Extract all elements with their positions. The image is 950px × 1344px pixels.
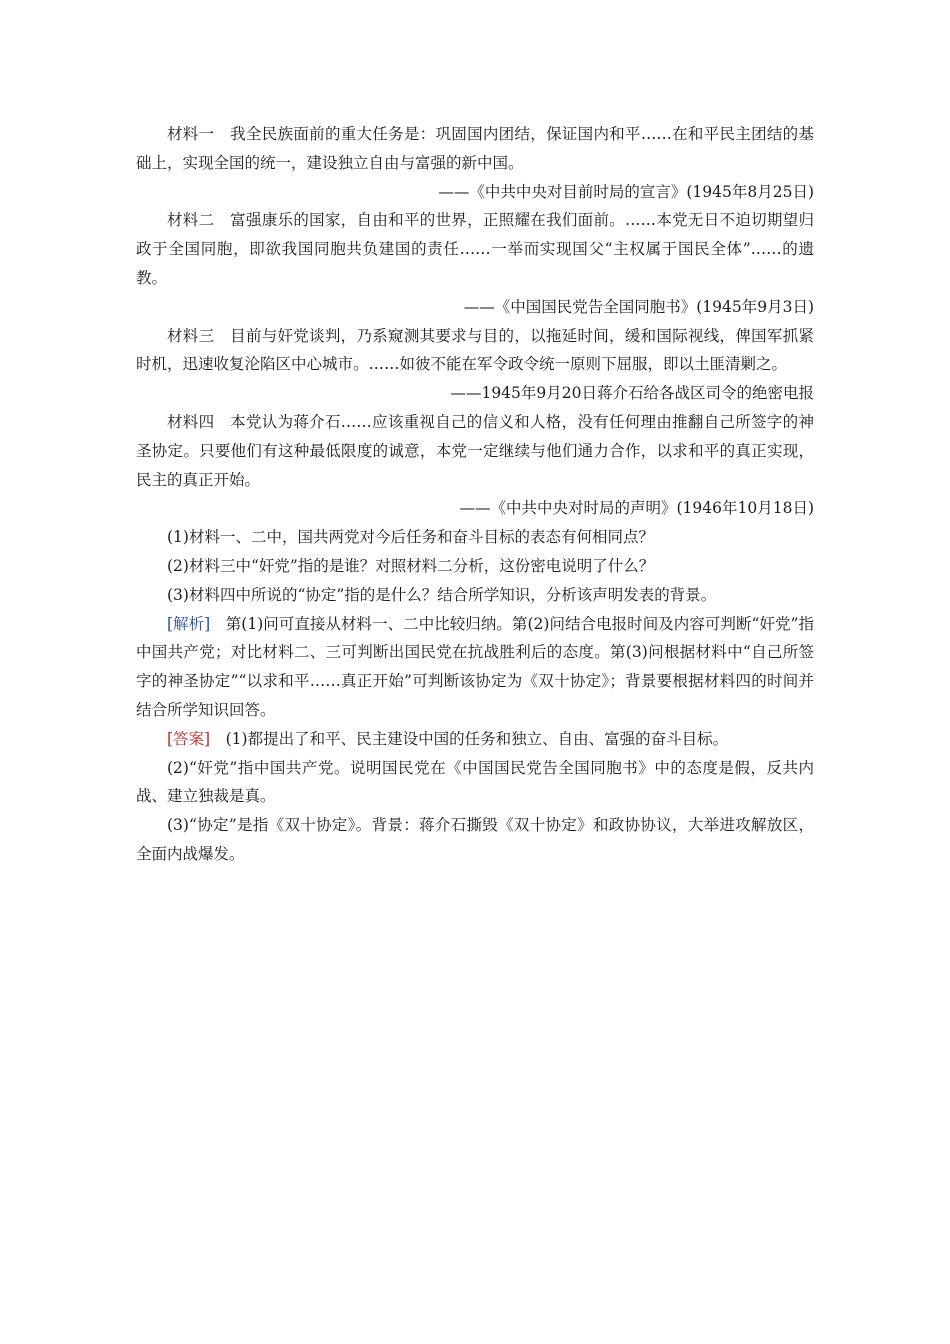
material-source: ——《中共中央对目前时局的宣言》(1945年8月25日) (438, 182, 814, 201)
material-text: 我全民族面前的重大任务是：巩固国内团结，保证国内和平……在和平民主团结的基础上，实现全国的统一，建设独立自由与富强的新中国。 (136, 125, 814, 172)
material-label: 材料四 (167, 412, 215, 431)
document-content (136, 120, 814, 869)
material-text: 目前与奸党谈判，乃系窥测其要求与目的，以拖延时间，缓和国际视线，俾国军抓紧时机，迅速收复沦陷区中心城市。……如彼不能在军令政令统一原则下屈服，即以土匪清剿之。 (136, 326, 814, 374)
answer-tag: [答案] (167, 729, 211, 748)
analysis-section (136, 610, 814, 725)
question-3: (3)材料四中所说的“协定”指的是什么？结合所学知识，分析该声明发表的背景。 (167, 585, 717, 604)
material-source: ——1945年9月20日蒋介石给各战区司令的绝密电报 (450, 384, 814, 403)
analysis-text: 第(1)问可直接从材料一、二中比较归纳。第(2)问结合电报时间及内容可判断“奸党”指中国共产党；对比材料二、三可判断出国民党在抗战胜利后的态度。第(3)问根据材料中“自己所签字的神圣协定”“以求和平……真正开始”可判断该协定为《双十协定》；背景要根据材料四的时间并结合所学知识回答。 (136, 614, 814, 719)
answer-item-3: (3)“协定”是指《双十协定》。背景：蒋介石撕毁《双十协定》和政协协议，大举进攻解放区，全面内战爆发。 (136, 816, 814, 863)
analysis-tag: [解析] (167, 614, 211, 633)
material-3 (136, 322, 814, 408)
material-label: 材料三 (167, 326, 215, 345)
questions (136, 523, 814, 609)
material-1 (136, 120, 814, 206)
question-2: (2)材料三中“奸党”指的是谁？对照材料二分析，这份密电说明了什么？ (167, 556, 655, 575)
material-text: 富强康乐的国家，自由和平的世界，正照耀在我们面前。……本党无日不迫切期望归政于全国同胞，即欲我国同胞共负建国的责任……一举而实现国父“主权属于国民全体”……的遗教。 (136, 211, 814, 287)
question-1: (1)材料一、二中，国共两党对今后任务和奋斗目标的表态有何相同点？ (167, 528, 654, 547)
material-label: 材料二 (167, 211, 215, 230)
material-source: ——《中国国民党告全国同胞书》(1945年9月3日) (463, 297, 814, 316)
material-2 (136, 206, 814, 321)
answer-item-1: (1)都提出了和平、民主建设中国的任务和独立、自由、富强的奋斗目标。 (225, 729, 729, 748)
material-source: ——《中共中央对时局的声明》(1946年10月18日) (459, 499, 814, 518)
answer-section (136, 725, 814, 869)
material-4 (136, 408, 814, 523)
material-label: 材料一 (167, 125, 215, 143)
material-text: 本党认为蒋介石……应该重视自己的信义和人格，没有任何理由推翻自己所签字的神圣协定。只要他们有这种最低限度的诚意，本党一定继续与他们通力合作，以求和平的真正实现，民主的真正开始。 (136, 412, 814, 489)
answer-item-2: (2)“奸党”指中国共产党。说明国民党在《中国国民党告全国同胞书》中的态度是假，反共内战、建立独裁是真。 (136, 758, 814, 806)
